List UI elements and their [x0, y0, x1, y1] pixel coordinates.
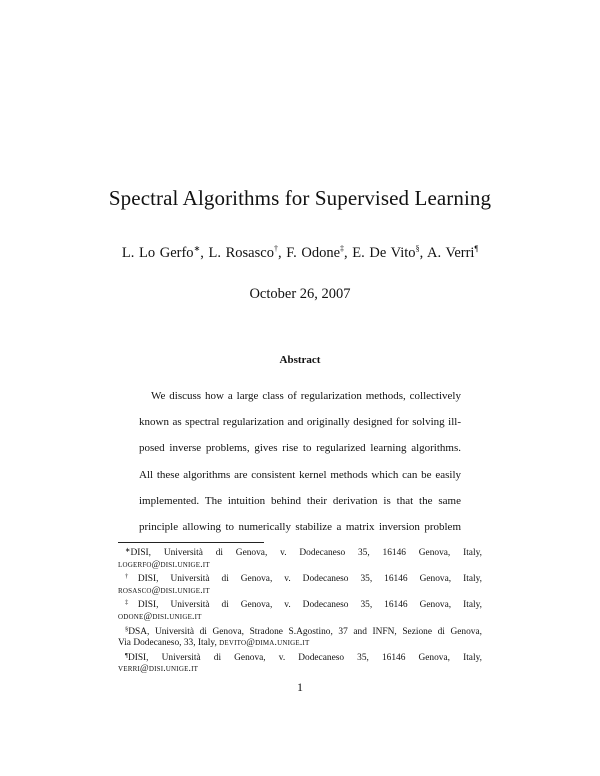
footnote	[118, 624, 482, 650]
footnote-affiliation: DISI, Università di Genova, v. Dodecaneso 35, 16146 Genova, Italy,	[137, 600, 483, 611]
footnote-email: verri@disi.unige.it	[118, 664, 199, 675]
footnote-mark: §	[125, 625, 129, 633]
author-footnote-mark: †	[273, 244, 278, 253]
author-name: F. Odone	[286, 245, 341, 261]
author-separator: ,	[277, 245, 287, 261]
footnote-email: logerfo@disi.unige.it	[118, 559, 210, 570]
footnote-affiliation: DISI, Università di Genova, v. Dodecaneso 35, 16146 Genova, Italy,	[137, 574, 483, 585]
footnote	[118, 650, 482, 676]
author-separator: ,	[200, 245, 209, 261]
author-separator: ,	[344, 245, 353, 261]
abstract-line: known as spectral regularization and originally designed for solving ill-	[139, 416, 461, 429]
author-footnote-mark: ∗	[193, 244, 201, 253]
footnote	[118, 545, 482, 571]
author-list	[0, 244, 600, 262]
footnote-mark: ∗	[125, 547, 131, 554]
abstract-line: principle allowing to numerically stabilize a matrix inversion problem	[139, 520, 461, 533]
author-footnote-mark: ‡	[340, 244, 345, 253]
footnote-mark: †	[125, 573, 138, 581]
footnote-divider	[118, 542, 264, 543]
abstract-line: implemented. The intuition behind their derivation is that the same	[139, 494, 461, 507]
footnote-email: odone@disi.unige.it	[118, 611, 202, 622]
abstract-body	[139, 383, 461, 540]
paper-date: October 26, 2007	[249, 286, 351, 302]
footnote-email: devito@dima.unige.it	[219, 638, 310, 649]
footnote-affiliation: DISI, Università di Genova, v. Dodecaneso 35, 16146 Genova, Italy,	[127, 652, 482, 663]
footnotes	[118, 545, 482, 676]
footnote-mark: ‡	[125, 599, 138, 607]
author-footnote-mark: §	[415, 244, 420, 253]
author-name: E. De Vito	[352, 245, 416, 261]
footnote-mark: ¶	[125, 651, 128, 659]
footnote	[118, 571, 482, 597]
author-name: L. Lo Gerfo	[121, 245, 194, 261]
author-name: A. Verri	[427, 245, 475, 261]
abstract-line: We discuss how a large class of regularization methods, collectively	[151, 390, 461, 402]
footnote-affiliation: DSA, Università di Genova, Stradone S.Agostino, 37 and INFN, Sezione di Genova,	[128, 626, 482, 637]
abstract-heading: Abstract	[279, 354, 321, 366]
abstract-line: posed inverse problems, gives rise to regularized learning algorithms.	[139, 442, 461, 455]
abstract-line: All these algorithms are consistent kernel methods which can be easily	[139, 468, 461, 481]
footnote-affiliation-continued: Via Dodecaneso, 33, Italy,	[118, 638, 220, 649]
author-separator: ,	[419, 245, 428, 261]
footnote-email: rosasco@disi.unige.it	[118, 585, 210, 596]
paper-title: Spectral Algorithms for Supervised Learning	[108, 186, 492, 210]
author-footnote-mark: ¶	[474, 244, 479, 253]
page-number: 1	[297, 680, 303, 694]
footnote-affiliation: DISI, Università di Genova, v. Dodecaneso 35, 16146 Genova, Italy,	[130, 548, 482, 558]
footnote	[118, 597, 482, 623]
author-name: L. Rosasco	[208, 245, 274, 261]
